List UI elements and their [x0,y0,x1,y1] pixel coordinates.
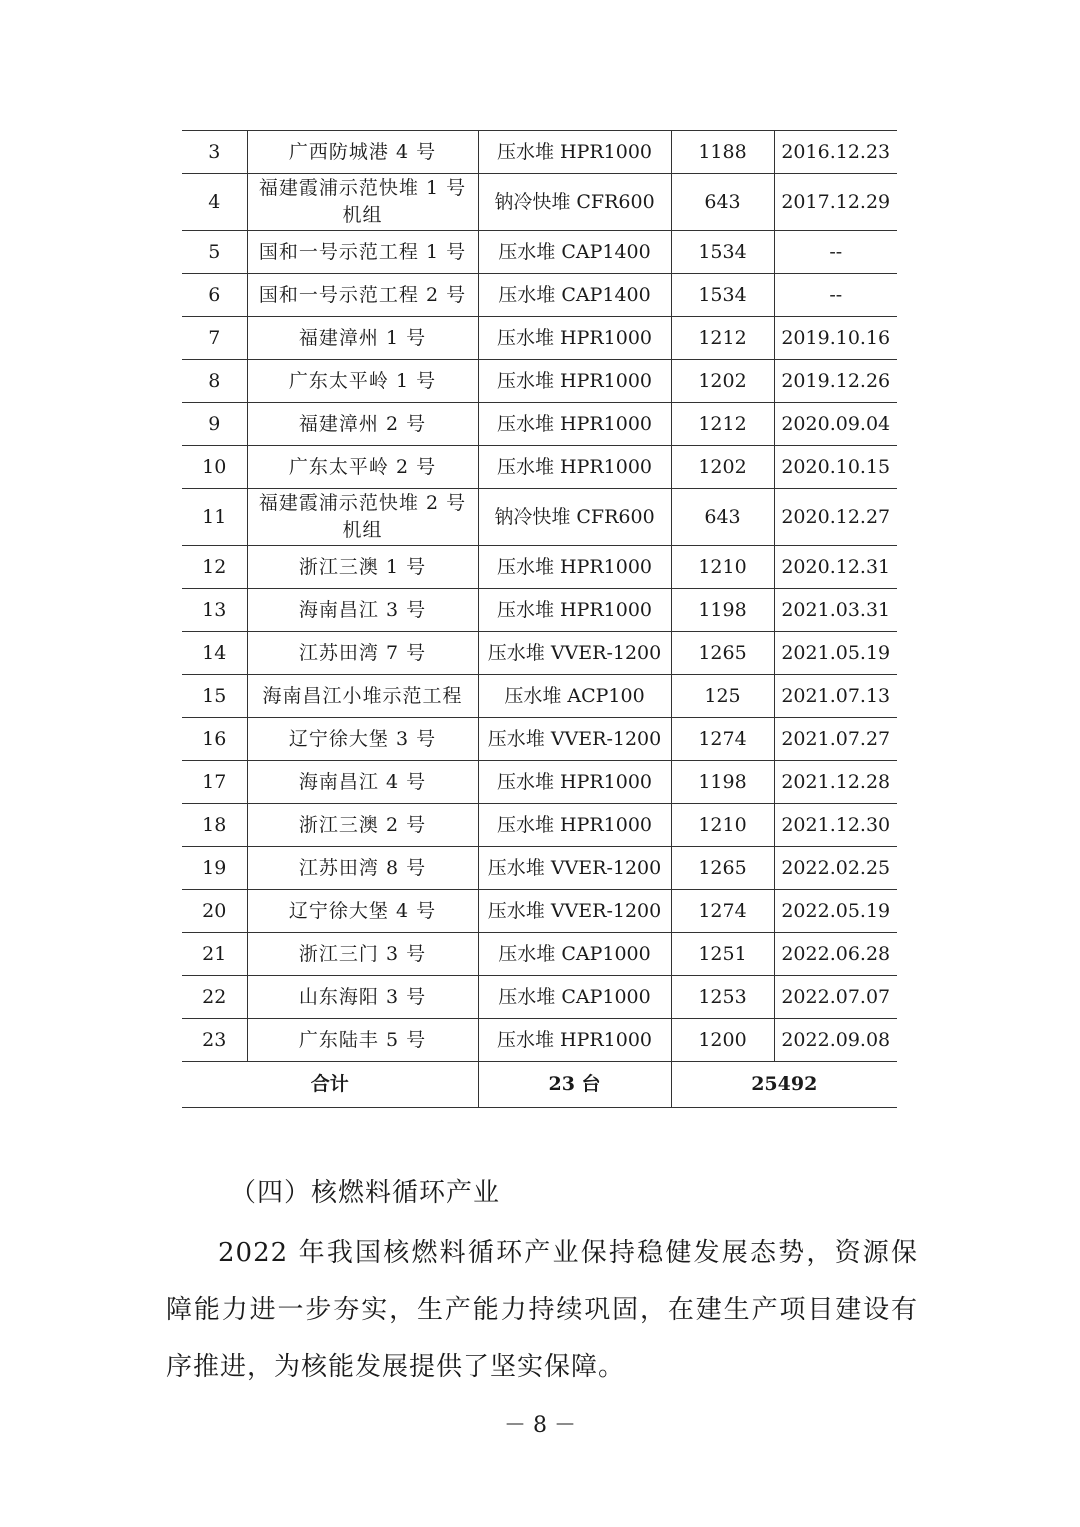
table-row [182,403,897,446]
cell-date: 2019.10.16 [774,317,897,360]
table-row [182,761,897,804]
cell-capacity: 1200 [671,1019,774,1062]
cell-unit-name: 福建霞浦示范快堆 2 号机组 [247,489,478,546]
cell-number: 23 [182,1019,247,1062]
cell-unit-name: 浙江三门 3 号 [247,933,478,976]
body-paragraph: 2022 年我国核燃料循环产业保持稳健发展态势，资源保障能力进一步夯实，生产能力持续巩固，在建生产项目建设有序推进，为核能发展提供了坚实保障。 [166,1238,918,1382]
cell-capacity: 1210 [671,804,774,847]
cell-unit-name: 浙江三澳 1 号 [247,546,478,589]
cell-unit-name: 海南昌江 4 号 [247,761,478,804]
table-row [182,718,897,761]
cell-number: 3 [182,131,247,174]
cell-capacity: 1274 [671,890,774,933]
cell-unit-name: 山东海阳 3 号 [247,976,478,1019]
cell-unit-name: 广东太平岭 1 号 [247,360,478,403]
cell-reactor-type: 压水堆 VVER-1200 [478,718,671,761]
cell-reactor-type: 压水堆 CAP1000 [478,976,671,1019]
cell-number: 22 [182,976,247,1019]
cell-number: 11 [182,489,247,546]
cell-date: 2022.09.08 [774,1019,897,1062]
cell-date: 2017.12.29 [774,174,897,231]
cell-capacity: 1212 [671,403,774,446]
cell-capacity: 1265 [671,632,774,675]
cell-unit-name: 国和一号示范工程 1 号 [247,231,478,274]
cell-unit-name: 浙江三澳 2 号 [247,804,478,847]
cell-capacity: 1202 [671,360,774,403]
cell-reactor-type: 压水堆 HPR1000 [478,1019,671,1062]
cell-unit-name: 福建霞浦示范快堆 1 号机组 [247,174,478,231]
cell-unit-name: 海南昌江小堆示范工程 [247,675,478,718]
cell-number: 17 [182,761,247,804]
cell-unit-name: 广西防城港 4 号 [247,131,478,174]
cell-capacity: 125 [671,675,774,718]
table-row [182,1019,897,1062]
cell-number: 5 [182,231,247,274]
cell-capacity: 1534 [671,231,774,274]
cell-date: -- [774,274,897,317]
table-row [182,847,897,890]
cell-capacity: 1188 [671,131,774,174]
cell-reactor-type: 压水堆 CAP1000 [478,933,671,976]
cell-date: 2021.07.27 [774,718,897,761]
page-number: － 8 － [504,1413,576,1438]
cell-date: 2022.05.19 [774,890,897,933]
table-row [182,589,897,632]
cell-unit-name: 海南昌江 3 号 [247,589,478,632]
cell-reactor-type: 压水堆 HPR1000 [478,131,671,174]
cell-capacity: 1198 [671,589,774,632]
cell-date: 2020.12.31 [774,546,897,589]
cell-reactor-type: 压水堆 ACP100 [478,675,671,718]
table-row [182,231,897,274]
total-label: 合计 [182,1062,478,1108]
cell-unit-name: 广东太平岭 2 号 [247,446,478,489]
cell-reactor-type: 压水堆 HPR1000 [478,403,671,446]
cell-capacity: 1198 [671,761,774,804]
table-row [182,976,897,1019]
cell-number: 6 [182,274,247,317]
cell-unit-name: 福建漳州 2 号 [247,403,478,446]
cell-date: 2022.06.28 [774,933,897,976]
cell-date: 2021.05.19 [774,632,897,675]
cell-unit-name: 广东陆丰 5 号 [247,1019,478,1062]
cell-capacity: 1251 [671,933,774,976]
cell-date: 2022.07.07 [774,976,897,1019]
table-row [182,274,897,317]
cell-number: 14 [182,632,247,675]
table-row [182,804,897,847]
cell-date: 2020.09.04 [774,403,897,446]
table-row [182,446,897,489]
cell-reactor-type: 压水堆 HPR1000 [478,317,671,360]
cell-number: 10 [182,446,247,489]
cell-date: 2019.12.26 [774,360,897,403]
table-row [182,933,897,976]
cell-unit-name: 国和一号示范工程 2 号 [247,274,478,317]
cell-date: 2020.10.15 [774,446,897,489]
total-units: 23 台 [478,1062,671,1108]
cell-reactor-type: 压水堆 HPR1000 [478,804,671,847]
cell-capacity: 1210 [671,546,774,589]
cell-reactor-type: 压水堆 VVER-1200 [478,847,671,890]
cell-capacity: 1202 [671,446,774,489]
cell-date: -- [774,231,897,274]
cell-reactor-type: 压水堆 VVER-1200 [478,890,671,933]
section-heading: （四）核燃料循环产业 [230,1178,501,1208]
cell-reactor-type: 压水堆 HPR1000 [478,761,671,804]
reactor-table [182,130,897,1108]
cell-number: 7 [182,317,247,360]
cell-capacity: 643 [671,489,774,546]
cell-unit-name: 辽宁徐大堡 4 号 [247,890,478,933]
cell-capacity: 1274 [671,718,774,761]
cell-unit-name: 辽宁徐大堡 3 号 [247,718,478,761]
table-row [182,360,897,403]
cell-number: 20 [182,890,247,933]
cell-number: 8 [182,360,247,403]
cell-unit-name: 江苏田湾 8 号 [247,847,478,890]
cell-number: 12 [182,546,247,589]
cell-capacity: 643 [671,174,774,231]
cell-reactor-type: 钠冷快堆 CFR600 [478,174,671,231]
table-body [182,131,897,1108]
cell-number: 16 [182,718,247,761]
cell-number: 9 [182,403,247,446]
cell-number: 4 [182,174,247,231]
cell-date: 2021.12.28 [774,761,897,804]
total-capacity: 25492 [671,1062,897,1108]
table-row [182,890,897,933]
cell-reactor-type: 压水堆 HPR1000 [478,589,671,632]
table-row [182,632,897,675]
cell-unit-name: 江苏田湾 7 号 [247,632,478,675]
cell-number: 18 [182,804,247,847]
cell-capacity: 1212 [671,317,774,360]
cell-reactor-type: 钠冷快堆 CFR600 [478,489,671,546]
cell-unit-name: 福建漳州 1 号 [247,317,478,360]
cell-number: 19 [182,847,247,890]
cell-date: 2021.03.31 [774,589,897,632]
cell-reactor-type: 压水堆 HPR1000 [478,360,671,403]
table-row [182,174,897,231]
cell-capacity: 1253 [671,976,774,1019]
cell-date: 2022.02.25 [774,847,897,890]
cell-capacity: 1265 [671,847,774,890]
cell-reactor-type: 压水堆 HPR1000 [478,546,671,589]
cell-reactor-type: 压水堆 CAP1400 [478,231,671,274]
cell-date: 2020.12.27 [774,489,897,546]
table-row [182,317,897,360]
cell-reactor-type: 压水堆 CAP1400 [478,274,671,317]
table-row [182,675,897,718]
table-total-row [182,1062,897,1108]
cell-capacity: 1534 [671,274,774,317]
table-row [182,546,897,589]
cell-reactor-type: 压水堆 HPR1000 [478,446,671,489]
cell-number: 13 [182,589,247,632]
table-row [182,489,897,546]
table-row [182,131,897,174]
cell-reactor-type: 压水堆 VVER-1200 [478,632,671,675]
cell-number: 21 [182,933,247,976]
cell-number: 15 [182,675,247,718]
cell-date: 2016.12.23 [774,131,897,174]
cell-date: 2021.07.13 [774,675,897,718]
cell-date: 2021.12.30 [774,804,897,847]
